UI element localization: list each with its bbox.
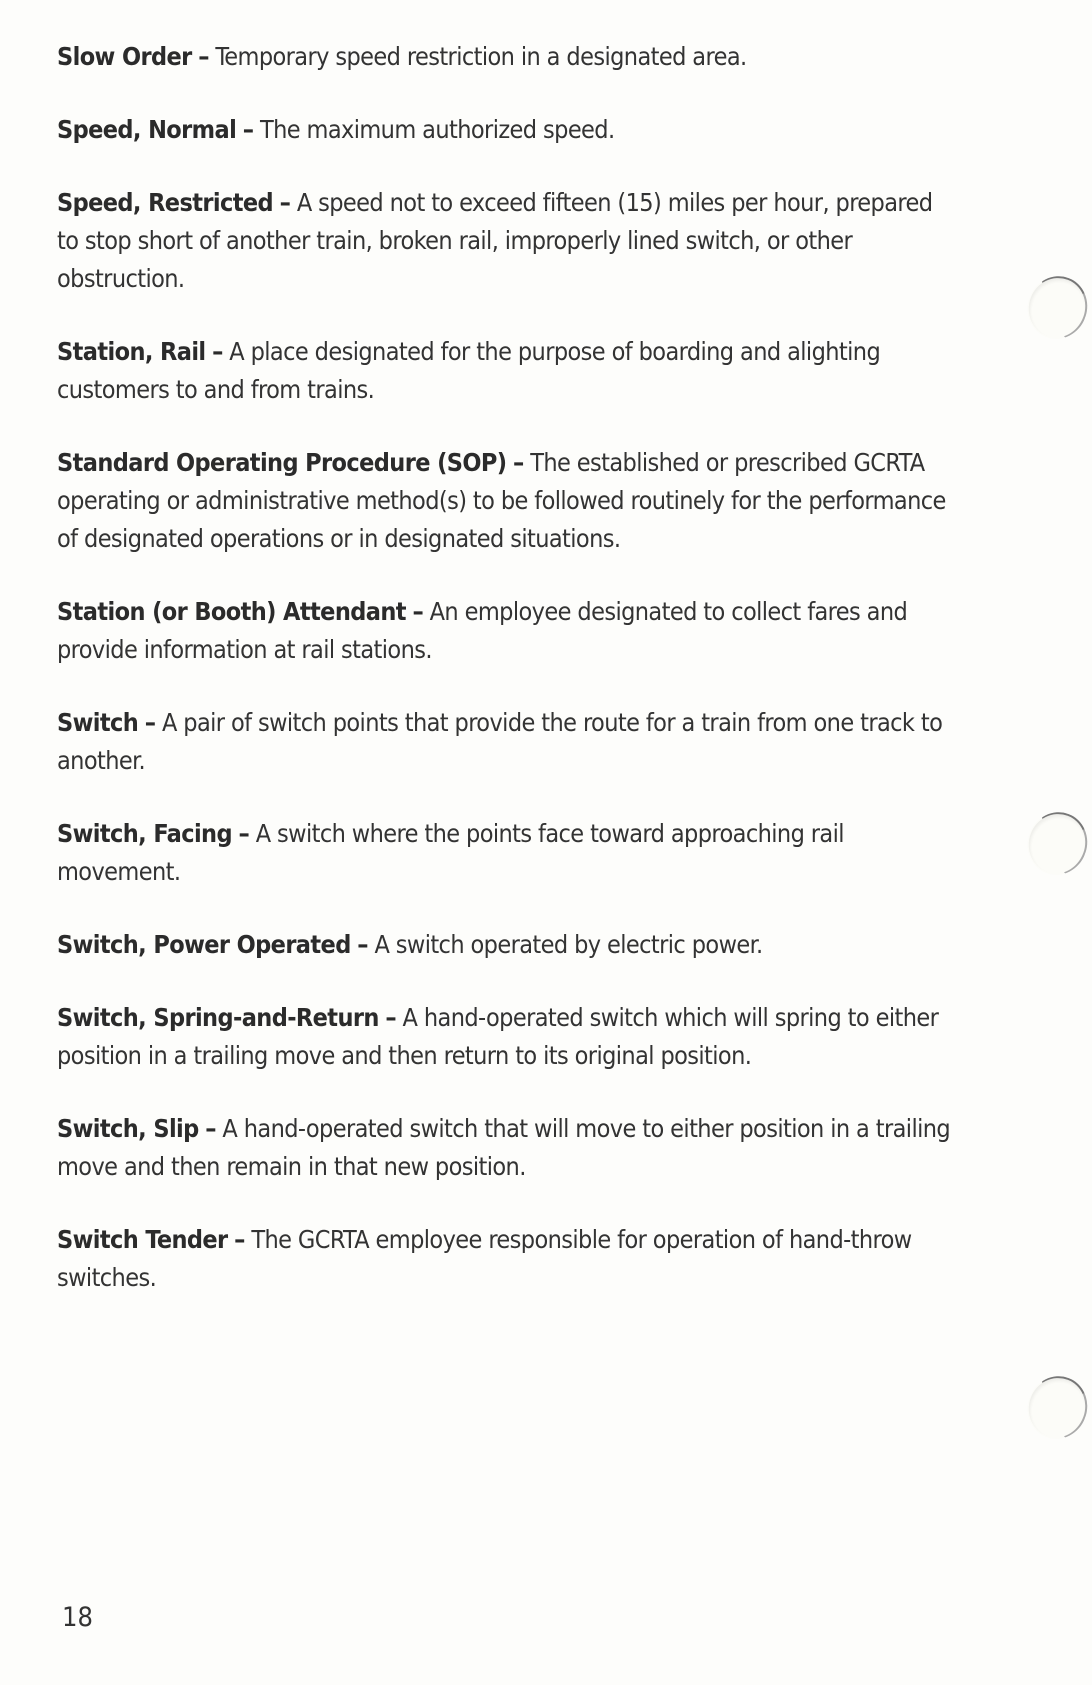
entry-definition: A hand-operated switch which will spring to either position in a trailing move and then return to its original position. (57, 1003, 939, 1070)
entry-definition: The GCRTA employee responsible for operation of hand-throw switches. (57, 1225, 912, 1292)
entry-dash: – (385, 1003, 396, 1032)
glossary-entry-switch (57, 704, 957, 780)
entry-definition: A speed not to exceed fifteen (15) miles per hour, prepared to stop short of another train, broken rail, improperly lined switch, or other obstruction. (57, 188, 933, 293)
glossary-entries (57, 38, 957, 1332)
entry-term: Switch, Power Operated (57, 930, 351, 959)
entry-term: Switch, Facing (57, 819, 232, 848)
glossary-entry-switch-slip (57, 1110, 957, 1186)
entry-term: Switch Tender (57, 1225, 228, 1254)
binder-hole-top (1019, 268, 1092, 347)
glossary-entry-speed-normal (57, 111, 957, 149)
glossary-entry-sop (57, 444, 957, 558)
entry-dash: – (234, 1225, 245, 1254)
glossary-entry-switch-facing (57, 815, 957, 891)
entry-dash: – (412, 597, 424, 626)
entry-term: Switch, Spring-and-Return (57, 1003, 379, 1032)
entry-dash: – (238, 819, 250, 848)
entry-definition: Temporary speed restriction in a designated area. (215, 42, 747, 71)
entry-definition: A switch operated by electric power. (374, 930, 763, 959)
entry-term: Station (or Booth) Attendant (57, 597, 406, 626)
entry-dash: – (205, 1114, 216, 1143)
binder-hole-middle (1019, 804, 1092, 883)
entry-dash: – (198, 42, 209, 71)
glossary-entry-speed-restricted (57, 184, 957, 298)
glossary-entry-slow-order (57, 38, 957, 76)
entry-term: Speed, Restricted (57, 188, 274, 217)
glossary-entry-station-attendant (57, 593, 957, 669)
entry-dash: – (242, 115, 254, 144)
entry-definition: An employee designated to collect fares and provide information at rail stations. (57, 597, 908, 664)
entry-term: Speed, Normal (57, 115, 237, 144)
entry-dash: – (357, 930, 368, 959)
entry-definition: A hand-operated switch that will move to either position in a trailing move and then remain in that new position. (57, 1114, 951, 1181)
entry-term: Switch, Slip (57, 1114, 199, 1143)
glossary-entry-switch-spring-and-return (57, 999, 957, 1075)
glossary-entry-station-rail (57, 333, 957, 409)
entry-term: Switch (57, 708, 139, 737)
entry-definition: A switch where the points face toward approaching rail movement. (57, 819, 844, 886)
glossary-entry-switch-tender (57, 1221, 957, 1297)
entry-dash: – (279, 188, 291, 217)
entry-dash: – (212, 337, 223, 366)
entry-dash: – (144, 708, 156, 737)
entry-definition: The established or prescribed GCRTA operating or administrative method(s) to be followed routinely for the performance of designated operations or in designated situations. (57, 448, 946, 553)
glossary-entry-switch-power-operated (57, 926, 957, 964)
page-number: 18 (62, 1602, 93, 1633)
entry-term: Station, Rail (57, 337, 206, 366)
entry-definition: The maximum authorized speed. (259, 115, 615, 144)
entry-definition: A pair of switch points that provide the route for a train from one track to another. (57, 708, 943, 775)
entry-dash: – (513, 448, 524, 477)
binder-hole-bottom (1019, 1368, 1092, 1447)
entry-definition: A place designated for the purpose of boarding and alighting customers to and from trains. (57, 337, 881, 404)
entry-term: Slow Order (57, 42, 192, 71)
entry-term: Standard Operating Procedure (SOP) (57, 448, 507, 477)
